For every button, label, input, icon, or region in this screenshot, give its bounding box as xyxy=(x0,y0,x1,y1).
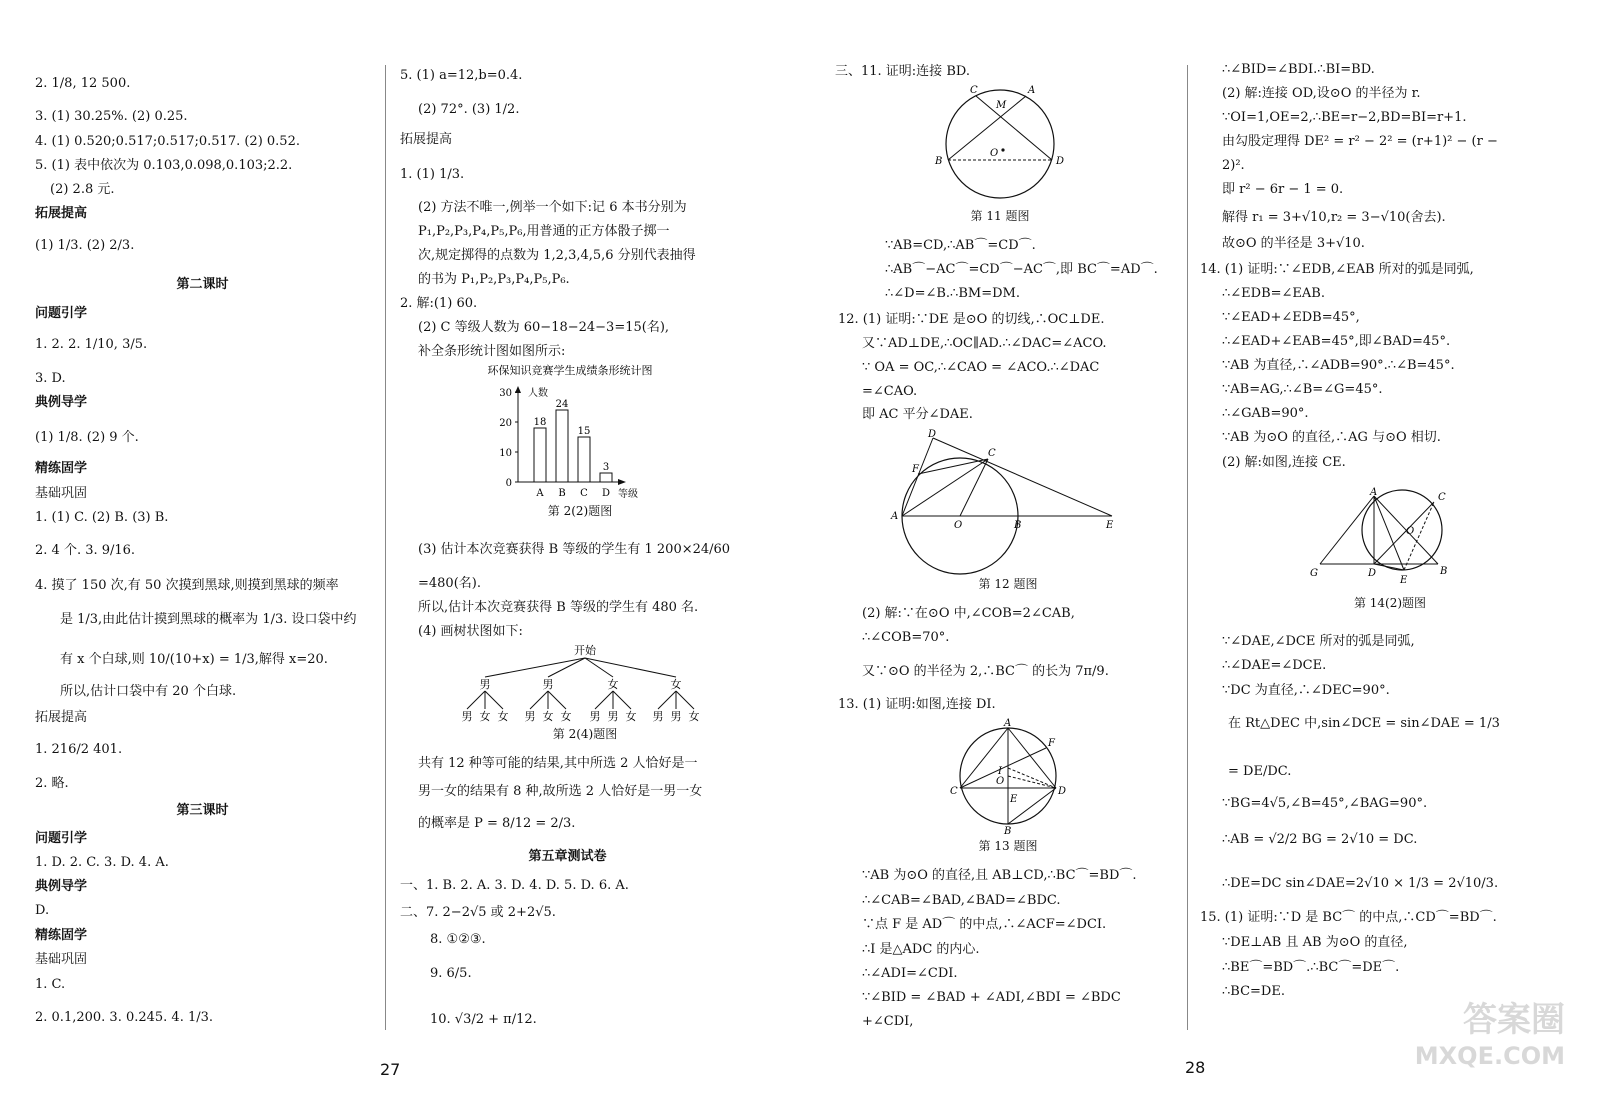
page-number: 27 xyxy=(380,1060,401,1079)
tree-leaf: 女 xyxy=(497,710,509,723)
section-heading: 精练固学 xyxy=(35,928,88,943)
figure-caption: 第 14(2)题图 xyxy=(1353,596,1427,610)
text-line: =∠CAO. xyxy=(862,384,918,399)
category-label: A xyxy=(536,488,544,499)
text-line: =480(名). xyxy=(418,576,481,591)
tree-leaf: 男 xyxy=(524,710,536,723)
point-label: C xyxy=(1438,492,1446,503)
text-line: ∵∠DAE,∠DCE 所对的弧是同弧, xyxy=(1222,634,1415,649)
text-line: 补全条形统计图如图所示: xyxy=(418,344,566,359)
text-line: 所以,估计口袋中有 20 个白球. xyxy=(60,684,237,699)
text-line: ∴I 是△ADC 的内心. xyxy=(862,942,980,957)
text-line: ∵点 F 是 AD⌒ 的中点,∴∠ACF=∠DCI. xyxy=(862,917,1107,932)
point-label: O xyxy=(996,776,1005,787)
text-line: 2. 解:(1) 60. xyxy=(400,296,478,311)
text-line: ∵∠EAD+∠EDB=45°, xyxy=(1222,310,1360,325)
point-label: B xyxy=(1014,520,1022,531)
text-line: 12. (1) 证明:∵DE 是⊙O 的切线,∴OC⊥DE. xyxy=(838,312,1105,327)
text-line: ∴DE=DC sin∠DAE=2√10 × 1/3 = 2√10/3. xyxy=(1222,876,1499,891)
text-line: ∴∠EDB=∠EAB. xyxy=(1222,286,1325,301)
text-line: ∴∠CAB=∠BAD,∠BAD=∠BDC. xyxy=(862,893,1061,908)
bar-value-label: 3 xyxy=(602,462,610,473)
section-heading: 拓展提高 xyxy=(35,206,88,221)
text-line: 3. D. xyxy=(35,371,66,386)
tree-leaf: 女 xyxy=(542,710,554,723)
tree-leaf: 女 xyxy=(625,710,637,723)
text-line: 所以,估计本次竞赛获得 B 等级的学生有 480 名. xyxy=(418,600,699,615)
text-line: (2) 72°. (3) 1/2. xyxy=(418,102,520,117)
text-line: 1. 2. 2. 1/10, 3/5. xyxy=(35,337,148,352)
text-line: ∵BG=4√5,∠B=45°,∠BAG=90°. xyxy=(1222,796,1428,811)
bar-A xyxy=(534,428,546,482)
text-line: (2) 解:如图,连接 CE. xyxy=(1222,455,1346,470)
text-line: 3. (1) 30.25%. (2) 0.25. xyxy=(35,109,188,124)
point-label: M xyxy=(996,100,1007,111)
lesson-title: 第二课时 xyxy=(176,277,229,292)
tree-branch xyxy=(485,658,585,677)
section-heading: 精练固学 xyxy=(35,461,88,476)
watermark-logo: 答案圈 xyxy=(1463,1000,1565,1040)
point-label: D xyxy=(1368,568,1377,579)
tree-leaf: 男 xyxy=(461,710,473,723)
text-line: ∴BC=DE. xyxy=(1222,984,1285,999)
text-line: ∵ OA = OC,∴∠CAO = ∠ACO.∴∠DAC xyxy=(862,360,1100,375)
tree-node: 女 xyxy=(607,678,619,691)
watermark-url: MXQE.COM xyxy=(1414,1042,1565,1070)
tree-branch xyxy=(548,691,566,709)
figure-caption: 第 2(4)题图 xyxy=(552,727,618,741)
tree-node: 女 xyxy=(670,678,682,691)
text-line: 解得 r₁ = 3+√10,r₂ = 3−√10(舍去). xyxy=(1222,210,1446,225)
text-line: 2. 4 个. 3. 9/16. xyxy=(35,543,136,558)
figure-11 xyxy=(930,84,1070,204)
point-label: B xyxy=(1004,826,1012,834)
text-line: 2. 1/8, 12 500. xyxy=(35,76,131,91)
text-line: 的概率是 P = 8/12 = 2/3. xyxy=(418,816,576,831)
tree-leaf: 男 xyxy=(607,710,619,723)
point-label: D xyxy=(928,429,937,440)
bar-C xyxy=(578,437,590,482)
text-line: (2) 方法不唯一,例举一个如下:记 6 本书分别为 xyxy=(418,200,687,215)
figure-caption: 第 13 题图 xyxy=(978,839,1038,853)
tree-root: 开始 xyxy=(574,644,596,657)
x-axis-arrow xyxy=(618,479,626,485)
text-line: ∴BE⌒=BD⌒.∴BC⌒=DE⌒. xyxy=(1222,960,1400,975)
lesson-title: 第三课时 xyxy=(176,803,229,818)
figure-caption: 第 11 题图 xyxy=(970,209,1030,223)
y-tick-label: 20 xyxy=(499,418,512,429)
text-line: ∵AB=AG,∴∠B=∠G=45°. xyxy=(1222,382,1383,397)
text-line: 2)². xyxy=(1222,158,1245,173)
x-axis-label: 等级 xyxy=(618,489,638,500)
text-line: (2) 解:连接 OD,设⊙O 的半径为 r. xyxy=(1222,86,1421,101)
text-line: 男一女的结果有 8 种,故所选 2 人恰好是一男一女 xyxy=(418,784,703,799)
text-line: ∴∠GAB=90°. xyxy=(1222,406,1309,421)
segment-ad xyxy=(1008,728,1056,788)
y-tick-label: 0 xyxy=(505,478,512,489)
point-label: F xyxy=(1048,738,1055,749)
category-label: B xyxy=(558,488,566,499)
text-line: 即 r² − 6r − 1 = 0. xyxy=(1222,182,1344,197)
point-label: C xyxy=(950,786,958,797)
text-line: ∵OI=1,OE=2,∴BE=r−2,BD=BI=r+1. xyxy=(1222,110,1467,125)
text-line: ∴∠ADI=∠CDI. xyxy=(862,966,958,981)
point-label: F xyxy=(912,464,919,475)
category-label: C xyxy=(580,488,588,499)
figure-13 xyxy=(948,716,1068,834)
text-line: ∵DE⊥AB 且 AB 为⊙O 的直径, xyxy=(1222,935,1408,950)
figure-12 xyxy=(888,426,1128,578)
text-line: = DE/DC. xyxy=(1228,764,1292,779)
section-heading: 拓展提高 xyxy=(35,710,88,725)
text-line: P₁,P₂,P₃,P₄,P₅,P₆,用普通的正方体骰子掷一 xyxy=(418,224,670,239)
text-line: ∴AB⌒−AC⌒=CD⌒−AC⌒,即 BC⌒=AD⌒. xyxy=(885,262,1158,277)
sub-heading: 基础巩固 xyxy=(35,952,88,967)
bar-value-label: 18 xyxy=(533,417,547,428)
test-title: 第五章测试卷 xyxy=(528,849,607,864)
text-line: 5. (1) 表中依次为 0.103,0.098,0.103;2.2. xyxy=(35,158,293,173)
section-heading: 典例导学 xyxy=(35,879,88,894)
segment-oc xyxy=(960,459,988,516)
tree-leaf: 男 xyxy=(670,710,682,723)
y-tick-label: 30 xyxy=(499,388,512,399)
text-line: (3) 估计本次竞赛获得 B 等级的学生有 1 200×24/60 xyxy=(418,542,731,557)
text-line: ∴∠BID=∠BDI.∴BI=BD. xyxy=(1222,62,1375,77)
bar-chart xyxy=(470,362,690,522)
column-divider xyxy=(1187,65,1188,1030)
text-line: 有 x 个白球,则 10/(10+x) = 1/3,解得 x=20. xyxy=(60,652,328,667)
point-label: I xyxy=(998,766,1002,777)
tree-leaf: 男 xyxy=(589,710,601,723)
point-label: C xyxy=(988,448,996,459)
tree-branch xyxy=(595,691,613,709)
category-label: D xyxy=(601,488,611,499)
tree-branch xyxy=(485,691,503,709)
point-label: B xyxy=(935,156,943,167)
tree-leaf: 女 xyxy=(688,710,700,723)
point-label: G xyxy=(1310,568,1318,579)
text-line: 1. D. 2. C. 3. D. 4. A. xyxy=(35,855,169,870)
text-line: ∵AB=CD,∴AB⌒=CD⌒. xyxy=(885,238,1036,253)
bar-B xyxy=(556,410,568,482)
section-heading: 问题引学 xyxy=(35,306,88,321)
tangent-de xyxy=(933,438,1112,516)
text-line: ∵AB 为⊙O 的直径,且 AB⊥CD,∴BC⌒=BD⌒. xyxy=(862,868,1137,883)
text-line: 14. (1) 证明:∵∠EDB,∠EAB 所对的弧是同弧, xyxy=(1200,262,1474,277)
tree-leaf: 女 xyxy=(560,710,572,723)
bar-value-label: 15 xyxy=(577,426,591,437)
text-line: 2. 略. xyxy=(35,776,69,791)
text-line: ∴∠EAD+∠EAB=45°,即∠BAD=45°. xyxy=(1222,334,1451,349)
text-line: (2) C 等级人数为 60−18−24−3=15(名), xyxy=(418,320,670,335)
tree-branch xyxy=(530,691,548,709)
text-line: 在 Rt△DEC 中,sin∠DCE = sin∠DAE = 1/3 xyxy=(1228,716,1500,731)
text-line: 4. (1) 0.520;0.517;0.517;0.517. (2) 0.52. xyxy=(35,134,300,149)
text-line: 是 1/3,由此估计摸到黑球的概率为 1/3. 设口袋中约 xyxy=(60,612,357,627)
text-line: 1. C. xyxy=(35,977,66,992)
text-line: 由勾股定理得 DE² = r² − 2² = (r+1)² − (r − xyxy=(1222,134,1498,149)
point-label: C xyxy=(970,85,978,96)
tree-branch xyxy=(467,691,485,709)
segment-ga xyxy=(1320,496,1374,564)
y-tick-label: 10 xyxy=(499,448,512,459)
point-label: A xyxy=(1004,718,1012,729)
text-line: 8. ①②③. xyxy=(430,932,486,947)
text-line: D. xyxy=(35,903,50,918)
point-label: A xyxy=(891,511,899,522)
text-line: 2. 0.1,200. 3. 0.245. 4. 1/3. xyxy=(35,1010,214,1025)
text-line: ∵∠BID = ∠BAD + ∠ADI,∠BDI = ∠BDC xyxy=(862,990,1121,1005)
text-line: 1. (1) C. (2) B. (3) B. xyxy=(35,510,169,525)
text-line: 15. (1) 证明:∵D 是 BC⌒ 的中点,∴CD⌒=BD⌒. xyxy=(1200,910,1497,925)
point-label: D xyxy=(1056,156,1065,167)
section-heading: 问题引学 xyxy=(35,831,88,846)
text-line: 一、1. B. 2. A. 3. D. 4. D. 5. D. 6. A. xyxy=(400,878,629,893)
point-label: E xyxy=(1400,575,1408,586)
section-heading: 拓展提高 xyxy=(400,132,453,147)
point-label: A xyxy=(1028,85,1036,96)
point-label: D xyxy=(1058,786,1067,797)
tree-branch xyxy=(676,691,694,709)
text-line: ∴∠D=∠B.∴BM=DM. xyxy=(885,286,1020,301)
text-line: 10. √3/2 + π/12. xyxy=(430,1012,537,1027)
text-line: ∵AB 为直径,∴∠ADB=90°.∴∠B=45°. xyxy=(1222,358,1455,373)
text-line: 共有 12 种等可能的结果,其中所选 2 人恰好是一 xyxy=(418,756,698,771)
tree-node: 男 xyxy=(479,678,491,691)
text-line: 的书为 P₁,P₂,P₃,P₄,P₅,P₆. xyxy=(418,272,570,287)
segment-de xyxy=(1374,564,1404,570)
column-divider xyxy=(385,65,386,1030)
chart-title: 环保知识竞赛学生成绩条形统计图 xyxy=(487,364,653,377)
segment-ad xyxy=(902,438,933,516)
text-line: 9. 6/5. xyxy=(430,966,472,981)
point-label: B xyxy=(1440,566,1448,577)
sub-heading: 基础巩固 xyxy=(35,486,88,501)
tree-leaf: 女 xyxy=(479,710,491,723)
text-line: 又∵⊙O 的半径为 2,∴BC⌒ 的长为 7π/9. xyxy=(862,664,1109,679)
text-line: (1) 1/3. (2) 2/3. xyxy=(35,238,135,253)
text-line: 13. (1) 证明:如图,连接 DI. xyxy=(838,697,996,712)
text-line: 即 AC 平分∠DAE. xyxy=(862,407,973,422)
point-label: E xyxy=(1010,794,1018,805)
point-label: O xyxy=(990,148,999,159)
text-line: ∴AB = √2/2 BG = 2√10 = DC. xyxy=(1222,832,1418,847)
text-line: 5. (1) a=12,b=0.4. xyxy=(400,68,523,83)
page-number: 28 xyxy=(1185,1058,1206,1077)
text-line: (1) 1/8. (2) 9 个. xyxy=(35,430,139,445)
tree-branch xyxy=(548,658,585,677)
text-line: 1. 216/2 401. xyxy=(35,742,123,757)
text-line: 次,规定掷得的点数为 1,2,3,4,5,6 分别代表抽得 xyxy=(418,248,696,263)
text-line: (4) 画树状图如下: xyxy=(418,624,523,639)
point-label: O xyxy=(1406,526,1415,537)
tree-branch xyxy=(658,691,676,709)
figure-caption: 第 12 题图 xyxy=(978,577,1038,591)
text-line: 三、11. 证明:连接 BD. xyxy=(835,64,970,79)
figure-caption: 第 2(2)题图 xyxy=(547,504,613,518)
text-line: 二、7. 2−2√5 或 2+2√5. xyxy=(400,905,556,920)
text-line: ∵DC 为直径,∴∠DEC=90°. xyxy=(1222,683,1390,698)
diameter-dc xyxy=(1374,502,1434,564)
text-line: ∵AB 为⊙O 的直径,∴AG 与⊙O 相切. xyxy=(1222,430,1441,445)
text-line: ∴∠COB=70°. xyxy=(862,630,950,645)
center-point xyxy=(1001,148,1004,151)
bar-D xyxy=(600,473,612,482)
section-heading: 典例导学 xyxy=(35,395,88,410)
text-line: 故⊙O 的半径是 3+√10. xyxy=(1222,236,1365,251)
text-line: +∠CDI, xyxy=(862,1014,914,1029)
point-label: O xyxy=(954,520,963,531)
tree-node: 男 xyxy=(542,678,554,691)
figure-14 xyxy=(1310,486,1470,590)
text-line: 1. (1) 1/3. xyxy=(400,167,465,182)
text-line: (2) 2.8 元. xyxy=(50,182,115,197)
text-line: 又∵AD⊥DE,∴OC∥AD.∴∠DAC=∠ACO. xyxy=(862,336,1107,351)
tree-branch xyxy=(613,691,631,709)
text-line: (2) 解:∵在⊙O 中,∠COB=2∠CAB, xyxy=(862,606,1075,621)
y-axis-label: 人数 xyxy=(528,388,548,399)
text-line: ∴∠DAE=∠DCE. xyxy=(1222,658,1327,673)
point-label: A xyxy=(1370,487,1378,498)
point-label: E xyxy=(1106,520,1114,531)
bar-value-label: 24 xyxy=(555,399,569,410)
tree-diagram xyxy=(450,642,720,726)
tree-leaf: 男 xyxy=(652,710,664,723)
text-line: 4. 摸了 150 次,有 50 次摸到黑球,则摸到黑球的频率 xyxy=(35,578,339,593)
